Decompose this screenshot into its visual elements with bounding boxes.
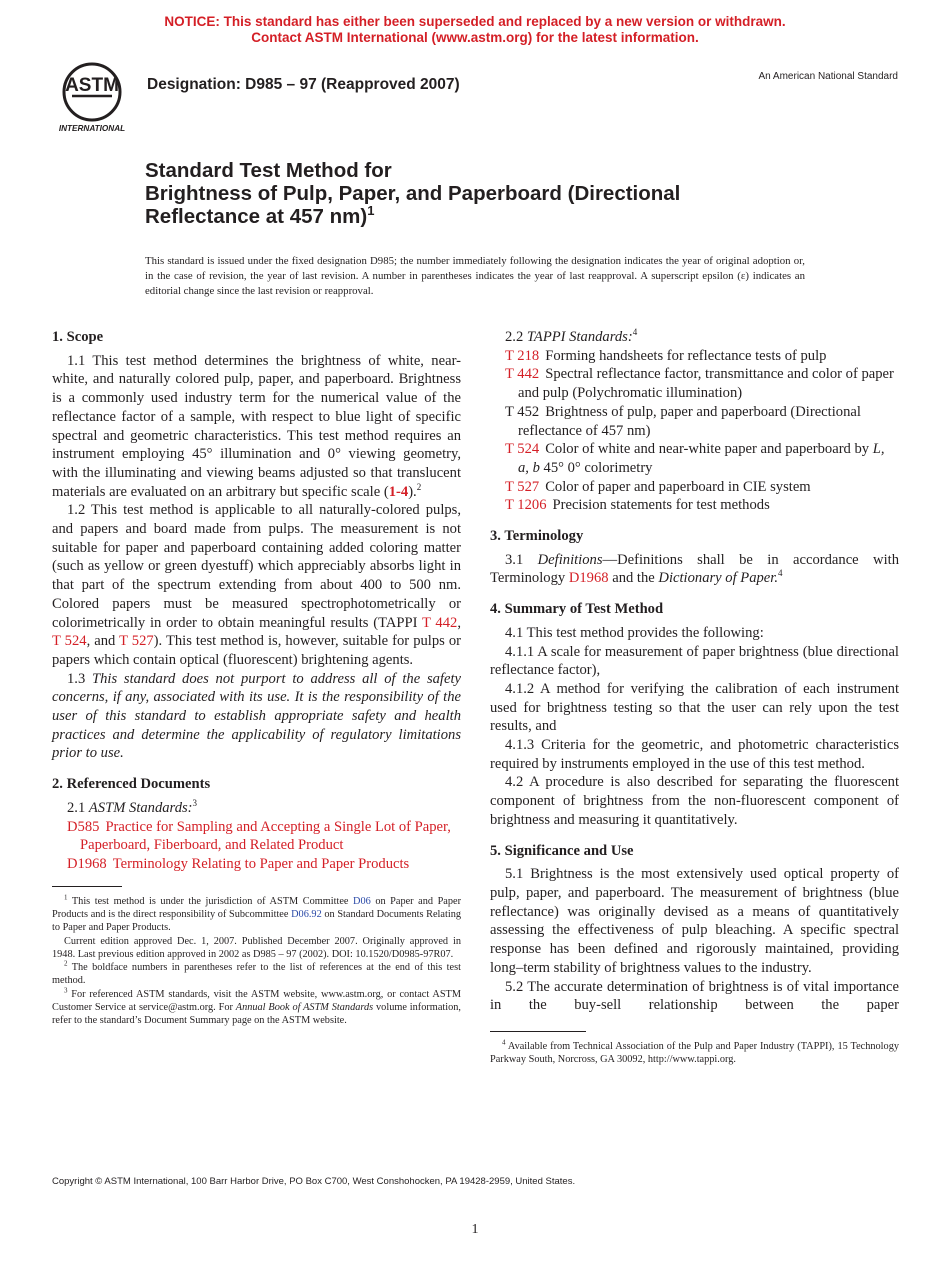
section-heading-significance: 5. Significance and Use [490,842,634,859]
paragraph-1-2: 1.2 This test method is applicable to all naturally-colored pulps, and papers and board made from pulps. The measurement is not suitable for paper and paperboard containing added coloring matter (such as yellow or green dyestuff) which appreciably absorbs light in that part of the spectrum extending from about 400 to 500 nm. Colored papers must be measured spectrophotometrically or colorimetrically in order to obtain meaningful results (TAPPI T 442, T 524, and T 527). This test method is, however, suitable for pulps or papers which contain optical (fluorescent) brightening agents. [52,502,461,668]
paragraph-4-1-2: 4.1.2 A method for verifying the calibration of each instrument used for brightness testing so that the user can rely upon the test results, and [490,680,899,735]
astm-standards-label: 2.1 ASTM Standards:$^3$ [67,798,198,816]
section-heading-referenced: 2. Referenced Documents [52,776,211,793]
paragraph-1-1: 1.1 This test method determines the brightness of white, near-white, and naturally colored pulp, paper, and paperboard. Brightness is a commonly used industry term for the numerical value of the reflectance factor of a sample, with respect to blue light of specific spectral and geometric characteristics. This test method requires an instrument employing 45° illumination and 0° viewing geometry, with the illuminating and viewing beams adjusted so that translucent materials are evaluated on an arbitrary but specific scale (1-4).$^2$ [52,352,461,500]
right-column [490,328,899,1067]
link-d1968-terminology[interactable]: D1968 [568,570,609,587]
tappi-ref-t218: T 218 Forming handsheets for reflectance tests of pulp [505,347,827,364]
link-subcommittee-d0692[interactable]: D06.92 [291,908,322,920]
section-heading-terminology: 3. Terminology [490,528,584,545]
copyright-line: Copyright © ASTM International, 100 Barr Harbor Drive, PO Box C700, West Conshohocken, PA 19428-2959, United States. [52,1176,576,1187]
footnote-mark-2[interactable]: 2 [416,481,422,492]
footnote-3: $^3$ For referenced ASTM standards, visit the ASTM website, www.astm.org, or contact ASTM Customer Service at service@astm.org. For Annual Book of ASTM Standards volume information, refer to the standard’s Document Summary page on the ASTM website. [52,986,461,1027]
link-d1968[interactable]: D1968 [67,855,107,872]
link-t1206[interactable]: T 1206 [505,497,547,514]
paragraph-3-1: 3.1 Definitions—Definitions shall be in accordance with Terminology D1968 and the Dictionary of Paper.$^4$ [490,551,900,587]
national-standard-label: An American National Standard [758,71,898,82]
title-line-1: Standard Test Method for [145,159,392,182]
astm-ref-d1968 [52,855,461,874]
footnote-1: $^1$ This test method is under the jurisdiction of ASTM Committee D06 on Paper and Paper Products and is the direct responsibility of Subcommittee D06.92 on Standard Documents Relating to Paper and Paper Products. [52,893,462,934]
footnote-2: $^2$ The boldface numbers in parentheses refer to the list of references at the end of this test method. [52,959,461,987]
link-t527[interactable]: T 527 [119,633,154,650]
tappi-ref-t524: T 524 Color of white and near-white paper and paperboard by L, a, b 45° 0° colorimetry [505,441,885,476]
link-d585-title[interactable]: Practice for Sampling and Accepting a Single Lot of Paper, Paperboard, Fiberboard, and Related Product [80,818,451,854]
link-t218[interactable]: T 218 [505,347,540,364]
link-t524-ref[interactable]: T 524 [505,441,540,458]
paragraph-5-1: 5.1 Brightness is the most extensively used optical property of pulp, paper, and paperboard. The measurement of brightness (blue reflectance) was originally devised as a means of quantitatively assessing the effectiveness of pulp bleaching. A specific spectral response has been defined and rigorously maintained, providing long–term stability of brightness values to the industry. [490,866,899,976]
section-heading-scope: 1. Scope [52,329,104,345]
code-t452: T 452 [505,403,540,420]
section-heading-summary: 4. Summary of Test Method [490,601,664,618]
footnote-4: $^4$ Available from Technical Association of the Pulp and Paper Industry (TAPPI), 15 Technology Parkway South, Norcross, GA 30092, http://www.tappi.org. [490,1038,899,1066]
footnote-divider-right [490,1031,586,1032]
document-title [145,159,845,228]
designation: Designation: D985 – 97 (Reapproved 2007) [147,76,460,93]
paragraph-1-3: 1.3 This standard does not purport to address all of the safety concerns, if any, associated with its use. It is the responsibility of the user of this standard to establish appropriate safety and health practices and determine the applicability of regulatory limitations prior to use. [52,670,461,762]
title-line-2: Brightness of Pulp, Paper, and Paperboard (Directional [145,182,681,205]
notice-line-1: NOTICE: This standard has either been superseded and replaced by a new version or withdrawn. [164,14,786,29]
link-t524[interactable]: T 524 [52,633,87,650]
tappi-ref-t1206: T 1206 Precision statements for test methods [505,497,770,514]
link-d585[interactable]: D585 [67,818,100,835]
paragraph-4-1: 4.1 This test method provides the following: [505,624,764,641]
left-column [52,328,461,1028]
issued-note: This standard is issued under the fixed designation D985; the number immediately following the designation indicates the year of original adoption or, in the case of revision, the year of last revision. A number in parentheses indicates the year of last reapproval. A superscript epsilon (ε) indicates an editorial change since the last revision or reapproval. [145,255,805,297]
footnote-divider [52,886,122,887]
tappi-ref-t527: T 527 Color of paper and paperboard in CIE system [505,478,811,495]
notice-line-2: Contact ASTM International (www.astm.org) for the latest information. [251,30,699,45]
tappi-standards-label: 2.2 TAPPI Standards:$^4$ [505,327,638,345]
link-d1968-title[interactable]: Terminology Relating to Paper and Paper Products [112,855,410,872]
title-line-3: Reflectance at 457 nm)$^1$ [145,203,375,228]
withdrawn-notice [0,14,950,46]
link-committee-d06[interactable]: D06 [353,895,371,907]
footnote-1-edition: Current edition approved Dec. 1, 2007. Published December 2007. Originally approved in 1948. Last previous edition approved in 2002 as D985 – 97 (2002). DOI: 10.1520/D0985-97R07. [52,935,461,960]
astm-ref-d585 [52,818,461,855]
reference-link-1-4[interactable]: 1-4 [388,483,409,500]
paragraph-4-2: 4.2 A procedure is also described for separating the fluorescent component of brightness from the non-fluorescent component of brightness and measuring it quantitatively. [490,774,899,828]
paragraph-4-1-1: 4.1.1 A scale for measurement of paper brightness (blue directional reflectance factor), [490,643,899,679]
link-t527-ref[interactable]: T 527 [505,478,540,495]
title-footnote-mark[interactable]: 1 [367,203,375,219]
link-t442[interactable]: T 442 [422,614,458,631]
link-t442-ref[interactable]: T 442 [505,366,540,383]
astm-logo-icon [52,60,134,134]
tappi-ref-t442: T 442 Spectral reflectance factor, transmittance and color of paper and pulp (Polychromatic illumination) [505,366,894,402]
astm-logo [52,60,134,134]
logo-caption: INTERNATIONAL [58,124,126,133]
tappi-ref-t452: T 452 Brightness of pulp, paper and paperboard (Directional reflectance of 457 nm) [505,403,861,439]
page-number: 1 [471,1222,479,1237]
paragraph-5-2: 5.2 The accurate determination of brightness is of vital importance in the buy-sell relationship between the paper [490,978,899,1014]
paragraph-4-1-3: 4.1.3 Criteria for the geometric, and photometric characteristics required by instruments employed in the use of this test method. [490,737,899,772]
logo-mark-text: ASTM [65,75,119,96]
